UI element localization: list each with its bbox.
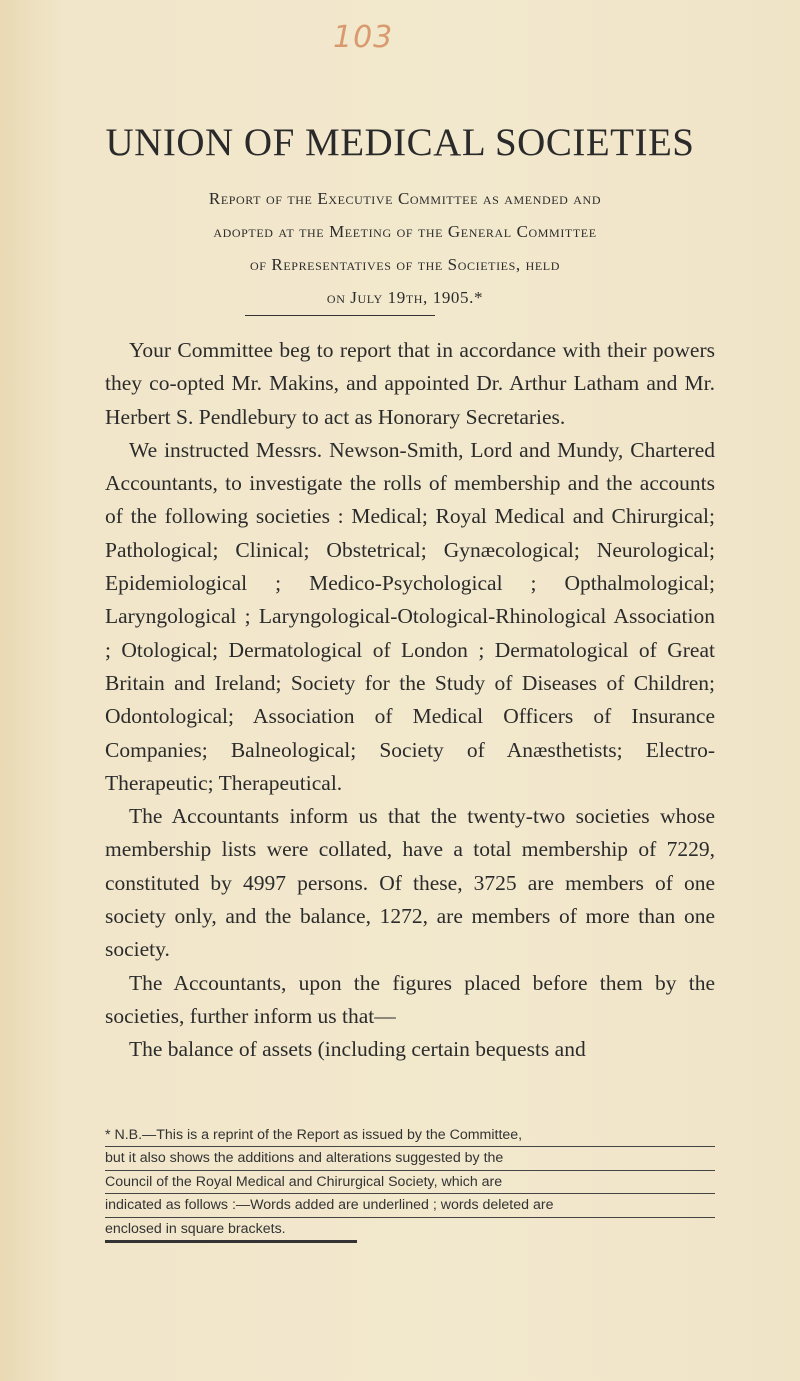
subtitle-line-2: adopted at the Meeting of the General Committee bbox=[213, 222, 597, 241]
footnote-line-2: but it also shows the additions and alterations suggested by the bbox=[105, 1147, 715, 1170]
paragraph: Your Committee beg to report that in accordance with their powers they co-opted Mr. Makins, and appointed Dr. Arthur Latham and Mr. Herbert S. Pendlebury to act as Honorary Secretaries. bbox=[105, 338, 715, 429]
footnote bbox=[105, 1124, 715, 1243]
footnote-line-5: enclosed in square brackets. bbox=[105, 1218, 357, 1243]
section-divider bbox=[245, 315, 435, 316]
report-body bbox=[105, 334, 715, 1067]
paragraph: The Accountants inform us that the twenty-two societies whose membership lists were collated, have a total membership of 7229, constituted by 4997 persons. Of these, 3725 are members of one society only, and the balance, 1272, are members of more than one society. bbox=[105, 804, 715, 962]
subtitle-line-4: on July 19th, 1905.* bbox=[326, 288, 484, 307]
paragraph: We instructed Messrs. Newson-Smith, Lord and Mundy, Chartered Accountants, to investigate the rolls of membership and the accounts of the following societies : Medical; Royal Medical and Chirurgical; Pathological; Clinical; Obstetrical; Gynæcological; Neurological; Epidemiological ; Medico-Psychological ; Opthalmological; Laryngological ; Laryngological-Otological-Rhinological Association ; Otological; Dermatological of London ; Dermatological of Great Britain and Ireland; Society for the Study of Diseases of Children; Odontological; Association of Medical Officers of Insurance Companies; Balneological; Society of Anæsthetists; Electro-Therapeutic; Therapeutical. bbox=[105, 437, 715, 795]
footnote-line-1: * N.B.—This is a reprint of the Report as issued by the Committee, bbox=[105, 1124, 715, 1147]
document-title: UNION OF MEDICAL SOCIETIES bbox=[105, 121, 695, 164]
subtitle-line-1: Report of the Executive Committee as amended and bbox=[208, 189, 602, 208]
report-subtitle bbox=[95, 182, 715, 314]
pencil-page-number: 103 bbox=[333, 20, 394, 55]
footnote-line-3: Council of the Royal Medical and Chirurgical Society, which are bbox=[105, 1171, 715, 1194]
paragraph: The balance of assets (including certain bequests and bbox=[129, 1037, 586, 1062]
footnote-line-4: indicated as follows :—Words added are underlined ; words deleted are bbox=[105, 1194, 715, 1217]
paragraph: The Accountants, upon the figures placed before them by the societies, further inform us that— bbox=[105, 970, 715, 1028]
subtitle-line-3: of Representatives of the Societies, held bbox=[250, 255, 560, 274]
